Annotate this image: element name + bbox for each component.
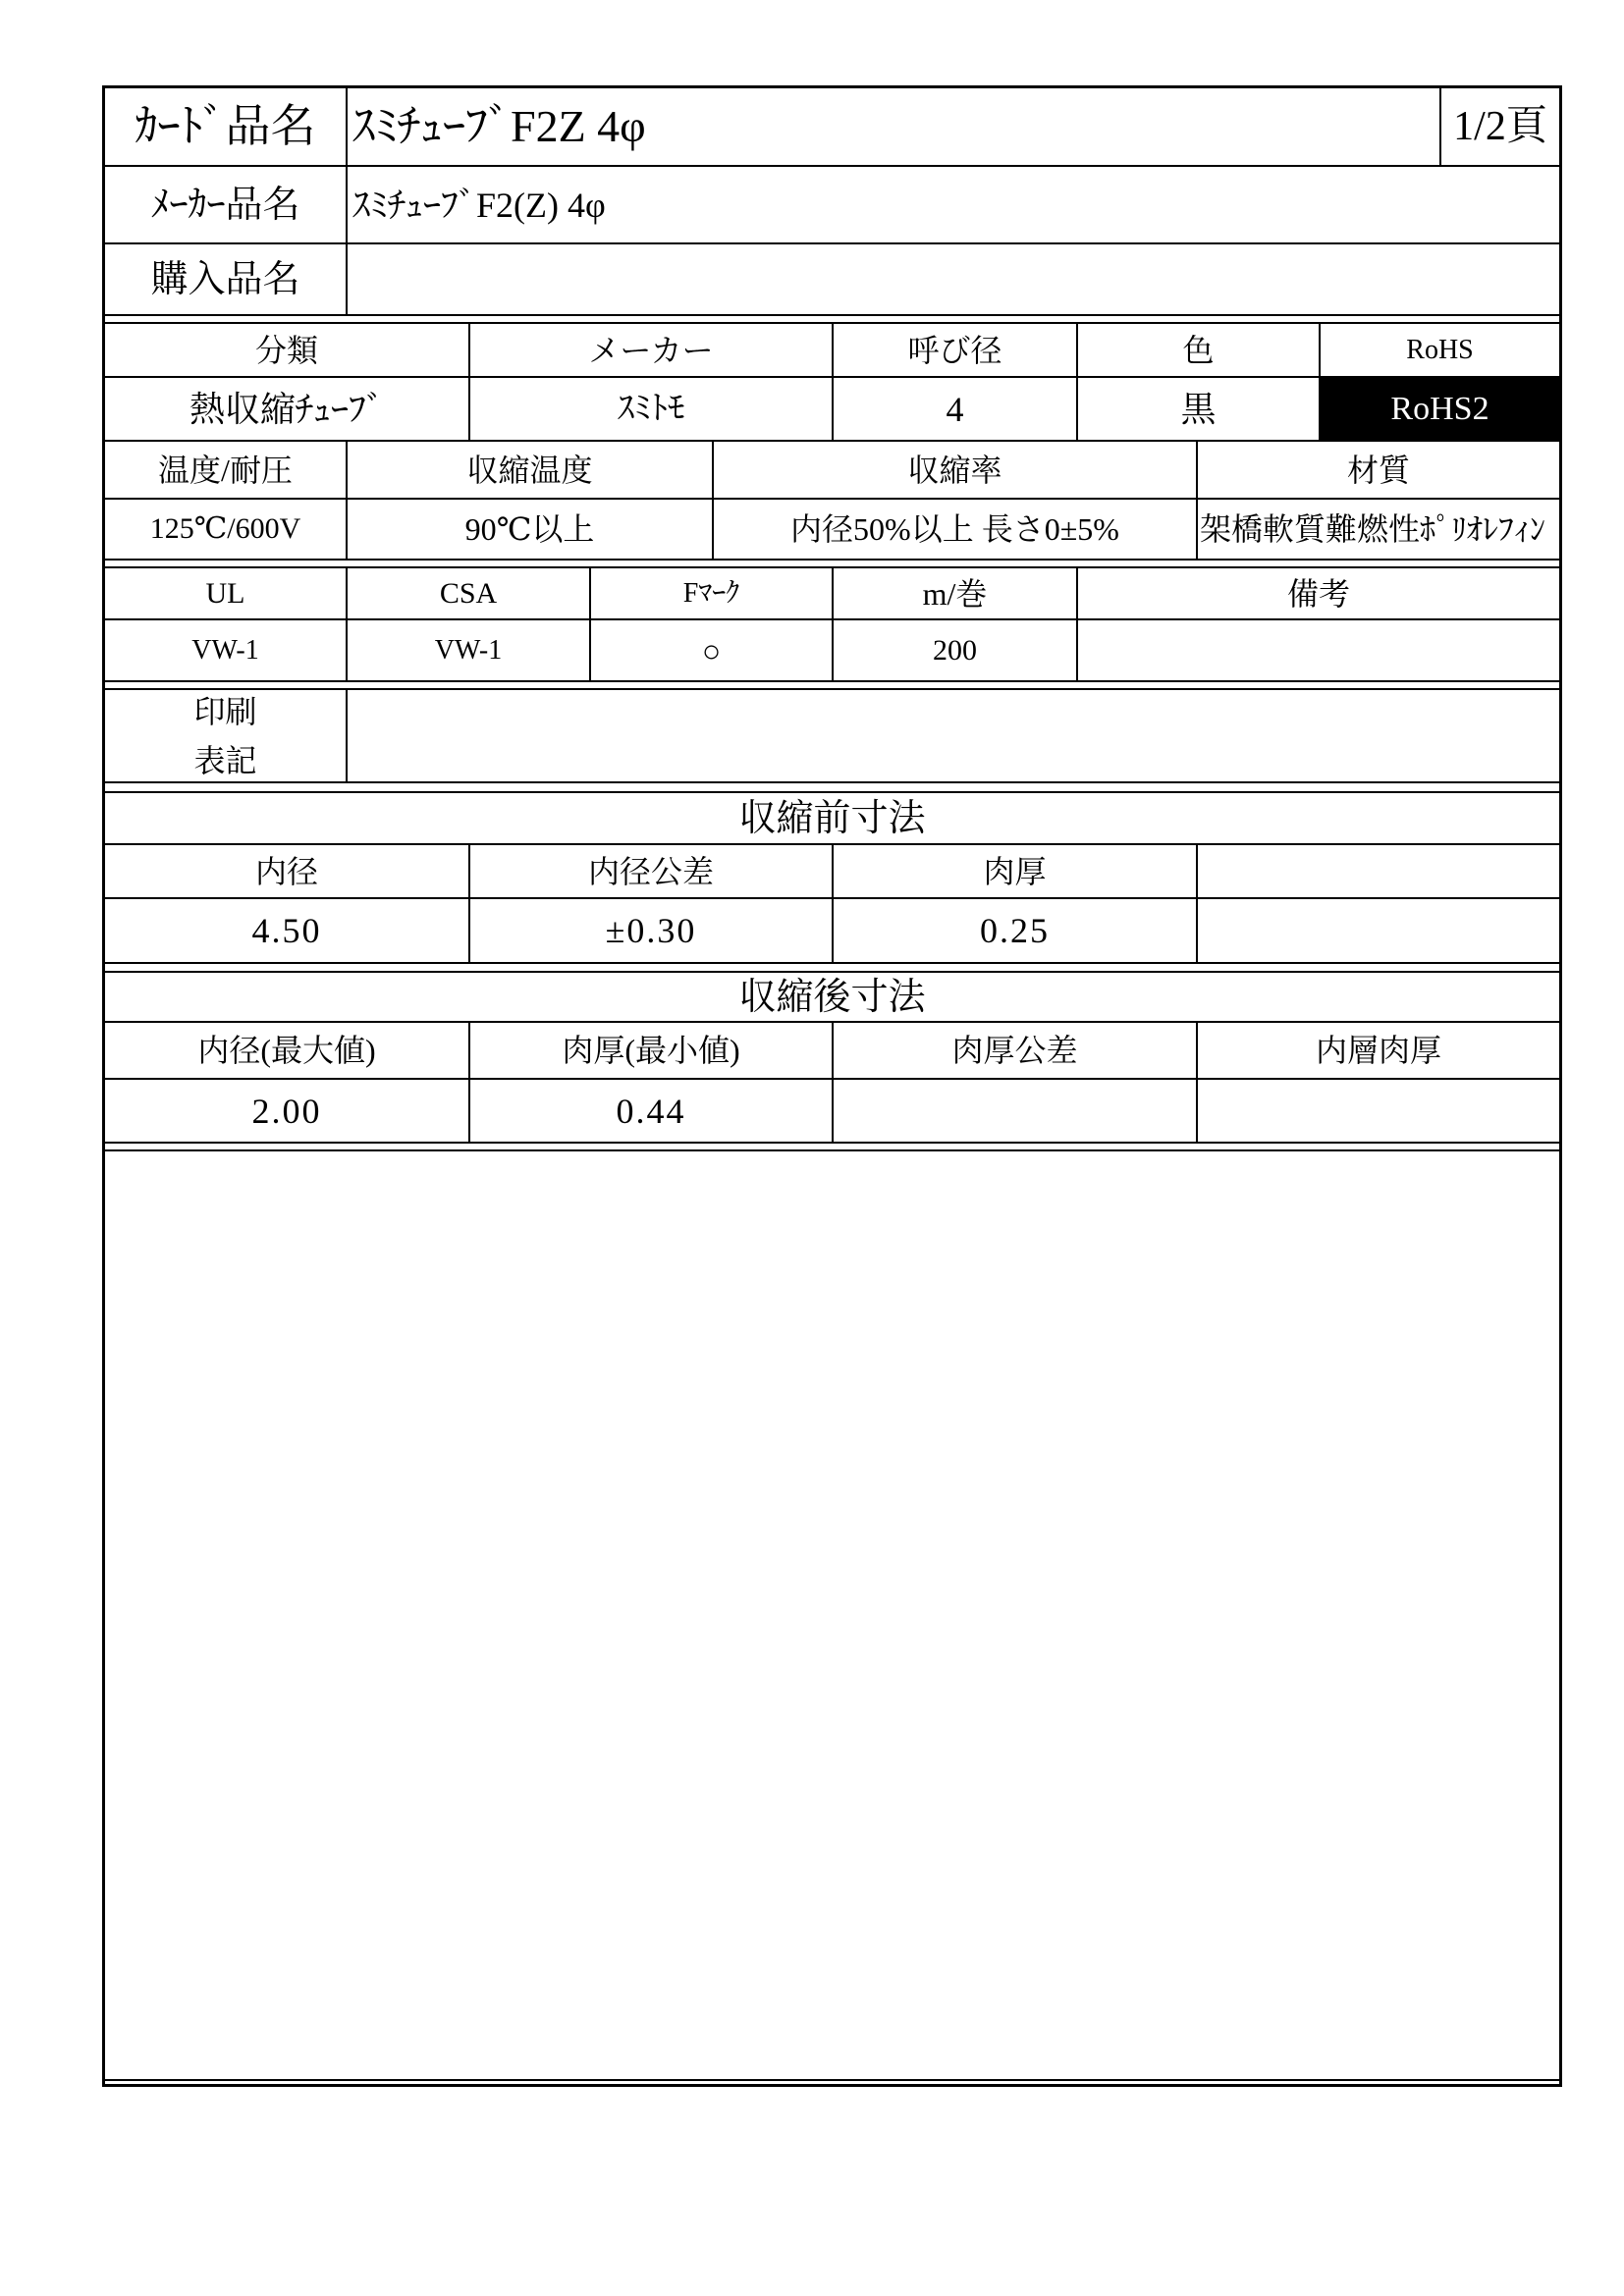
color-value: 黒 (1076, 378, 1319, 440)
rohs-header: RoHS (1319, 324, 1559, 376)
ul-value: VW-1 (191, 634, 259, 666)
after-wall-thickness-tolerance-value (832, 1080, 1196, 1142)
csa-header: CSA (346, 568, 589, 618)
before-shrink-header-row (105, 843, 1559, 897)
material-header: 材質 (1196, 442, 1559, 498)
bottom-double-line (102, 2084, 1562, 2087)
after-shrink-title-row (105, 973, 1559, 1021)
after-shrink-block (102, 971, 1562, 1144)
after-shrink-header-row (105, 1021, 1559, 1078)
ratings-header-row (105, 440, 1559, 498)
printing-label-line: 印刷 (193, 693, 257, 729)
printing-label (105, 690, 346, 781)
after-wall-thickness-min-value: 0.44 (468, 1080, 832, 1142)
purchase-name-label: 購入品名 (150, 258, 300, 300)
maker-name-value: ｽﾐﾁｭｰﾌﾞF2(Z) 4φ (346, 167, 1559, 242)
spec-block (102, 322, 1562, 561)
before-inner-diameter-value: 4.50 (251, 911, 322, 950)
before-inner-diameter-tolerance-header: 内径公差 (468, 845, 832, 897)
after-inner-layer-thickness-value (1196, 1080, 1559, 1142)
remarks-header: 備考 (1076, 568, 1559, 618)
after-inner-diameter-max-value: 2.00 (251, 1091, 322, 1131)
card-name-value: ｽﾐﾁｭｰﾌﾞF2Z 4φ (346, 88, 1439, 165)
before-inner-diameter-header: 内径 (254, 853, 318, 889)
ratings-value-row (105, 498, 1559, 559)
temp-voltage-header: 温度/耐圧 (158, 452, 293, 488)
shrink-ratio-value: 内径50%以上 長さ0±5% (712, 500, 1196, 559)
meters-per-roll-value: 200 (832, 620, 1076, 680)
maker-value: ｽﾐﾄﾓ (468, 378, 832, 440)
before-wall-thickness-value: 0.25 (832, 899, 1196, 962)
shrink-temp-header: 収縮温度 (346, 442, 712, 498)
classification-header: 分類 (254, 332, 318, 368)
after-wall-thickness-min-header: 肉厚(最小値) (468, 1023, 832, 1078)
page-number: 1/2頁 (1439, 88, 1559, 165)
nominal-size-value: 4 (832, 378, 1076, 440)
temp-voltage-value: 125℃/600V (149, 512, 301, 545)
classification-header-row (105, 324, 1559, 376)
before-wall-thickness-header: 肉厚 (832, 845, 1196, 897)
ul-header: UL (205, 576, 245, 610)
material-value: 架橋軟質難燃性ﾎﾟﾘｵﾚﾌｨﾝ (1196, 500, 1559, 559)
name-block (102, 85, 1562, 316)
printing-value (346, 690, 1559, 781)
standards-block (102, 566, 1562, 682)
purchase-name-row (105, 242, 1559, 314)
nominal-size-header: 呼び径 (832, 324, 1076, 376)
before-blank-header (1196, 845, 1559, 897)
after-inner-layer-thickness-header: 内層肉厚 (1196, 1023, 1559, 1078)
after-shrink-title: 収縮後寸法 (738, 976, 926, 1018)
after-wall-thickness-tolerance-header: 肉厚公差 (832, 1023, 1196, 1078)
classification-value-row (105, 376, 1559, 440)
after-shrink-value-row (105, 1078, 1559, 1142)
shrink-temp-value: 90℃以上 (346, 500, 712, 559)
shrink-ratio-header: 収縮率 (712, 442, 1196, 498)
before-blank-value (1196, 899, 1559, 962)
before-shrink-block (102, 791, 1562, 964)
color-header: 色 (1076, 324, 1319, 376)
frame-left-line (102, 85, 105, 2087)
card-name-label: ｶｰﾄﾞ品名 (135, 101, 316, 151)
maker-name-row (105, 165, 1559, 242)
notes-area (102, 1149, 1562, 2081)
csa-value: VW-1 (346, 620, 589, 680)
standards-header-row (105, 568, 1559, 618)
maker-name-label: ﾒｰｶｰ品名 (150, 184, 300, 226)
before-shrink-title-row (105, 793, 1559, 843)
f-mark-header: Fﾏｰｸ (589, 568, 832, 618)
remarks-value (1076, 620, 1559, 680)
card-name-row (105, 88, 1559, 165)
after-inner-diameter-max-header: 内径(最大値) (197, 1033, 376, 1068)
printing-row (105, 690, 1559, 781)
purchase-name-value (346, 244, 1559, 314)
maker-header: メーカー (468, 324, 832, 376)
standards-value-row (105, 618, 1559, 680)
before-inner-diameter-tolerance-value: ±0.30 (468, 899, 832, 962)
before-shrink-value-row (105, 897, 1559, 962)
frame-right-line (1559, 85, 1562, 2087)
rohs-value: RoHS2 (1319, 378, 1559, 440)
classification-value: 熱収縮ﾁｭｰﾌﾞ (189, 389, 384, 429)
printing-label-line: 表記 (193, 742, 257, 778)
before-shrink-title: 収縮前寸法 (738, 797, 926, 839)
printing-block (102, 688, 1562, 783)
f-mark-value: ○ (589, 620, 832, 680)
meters-per-roll-header: m/巻 (832, 568, 1076, 618)
